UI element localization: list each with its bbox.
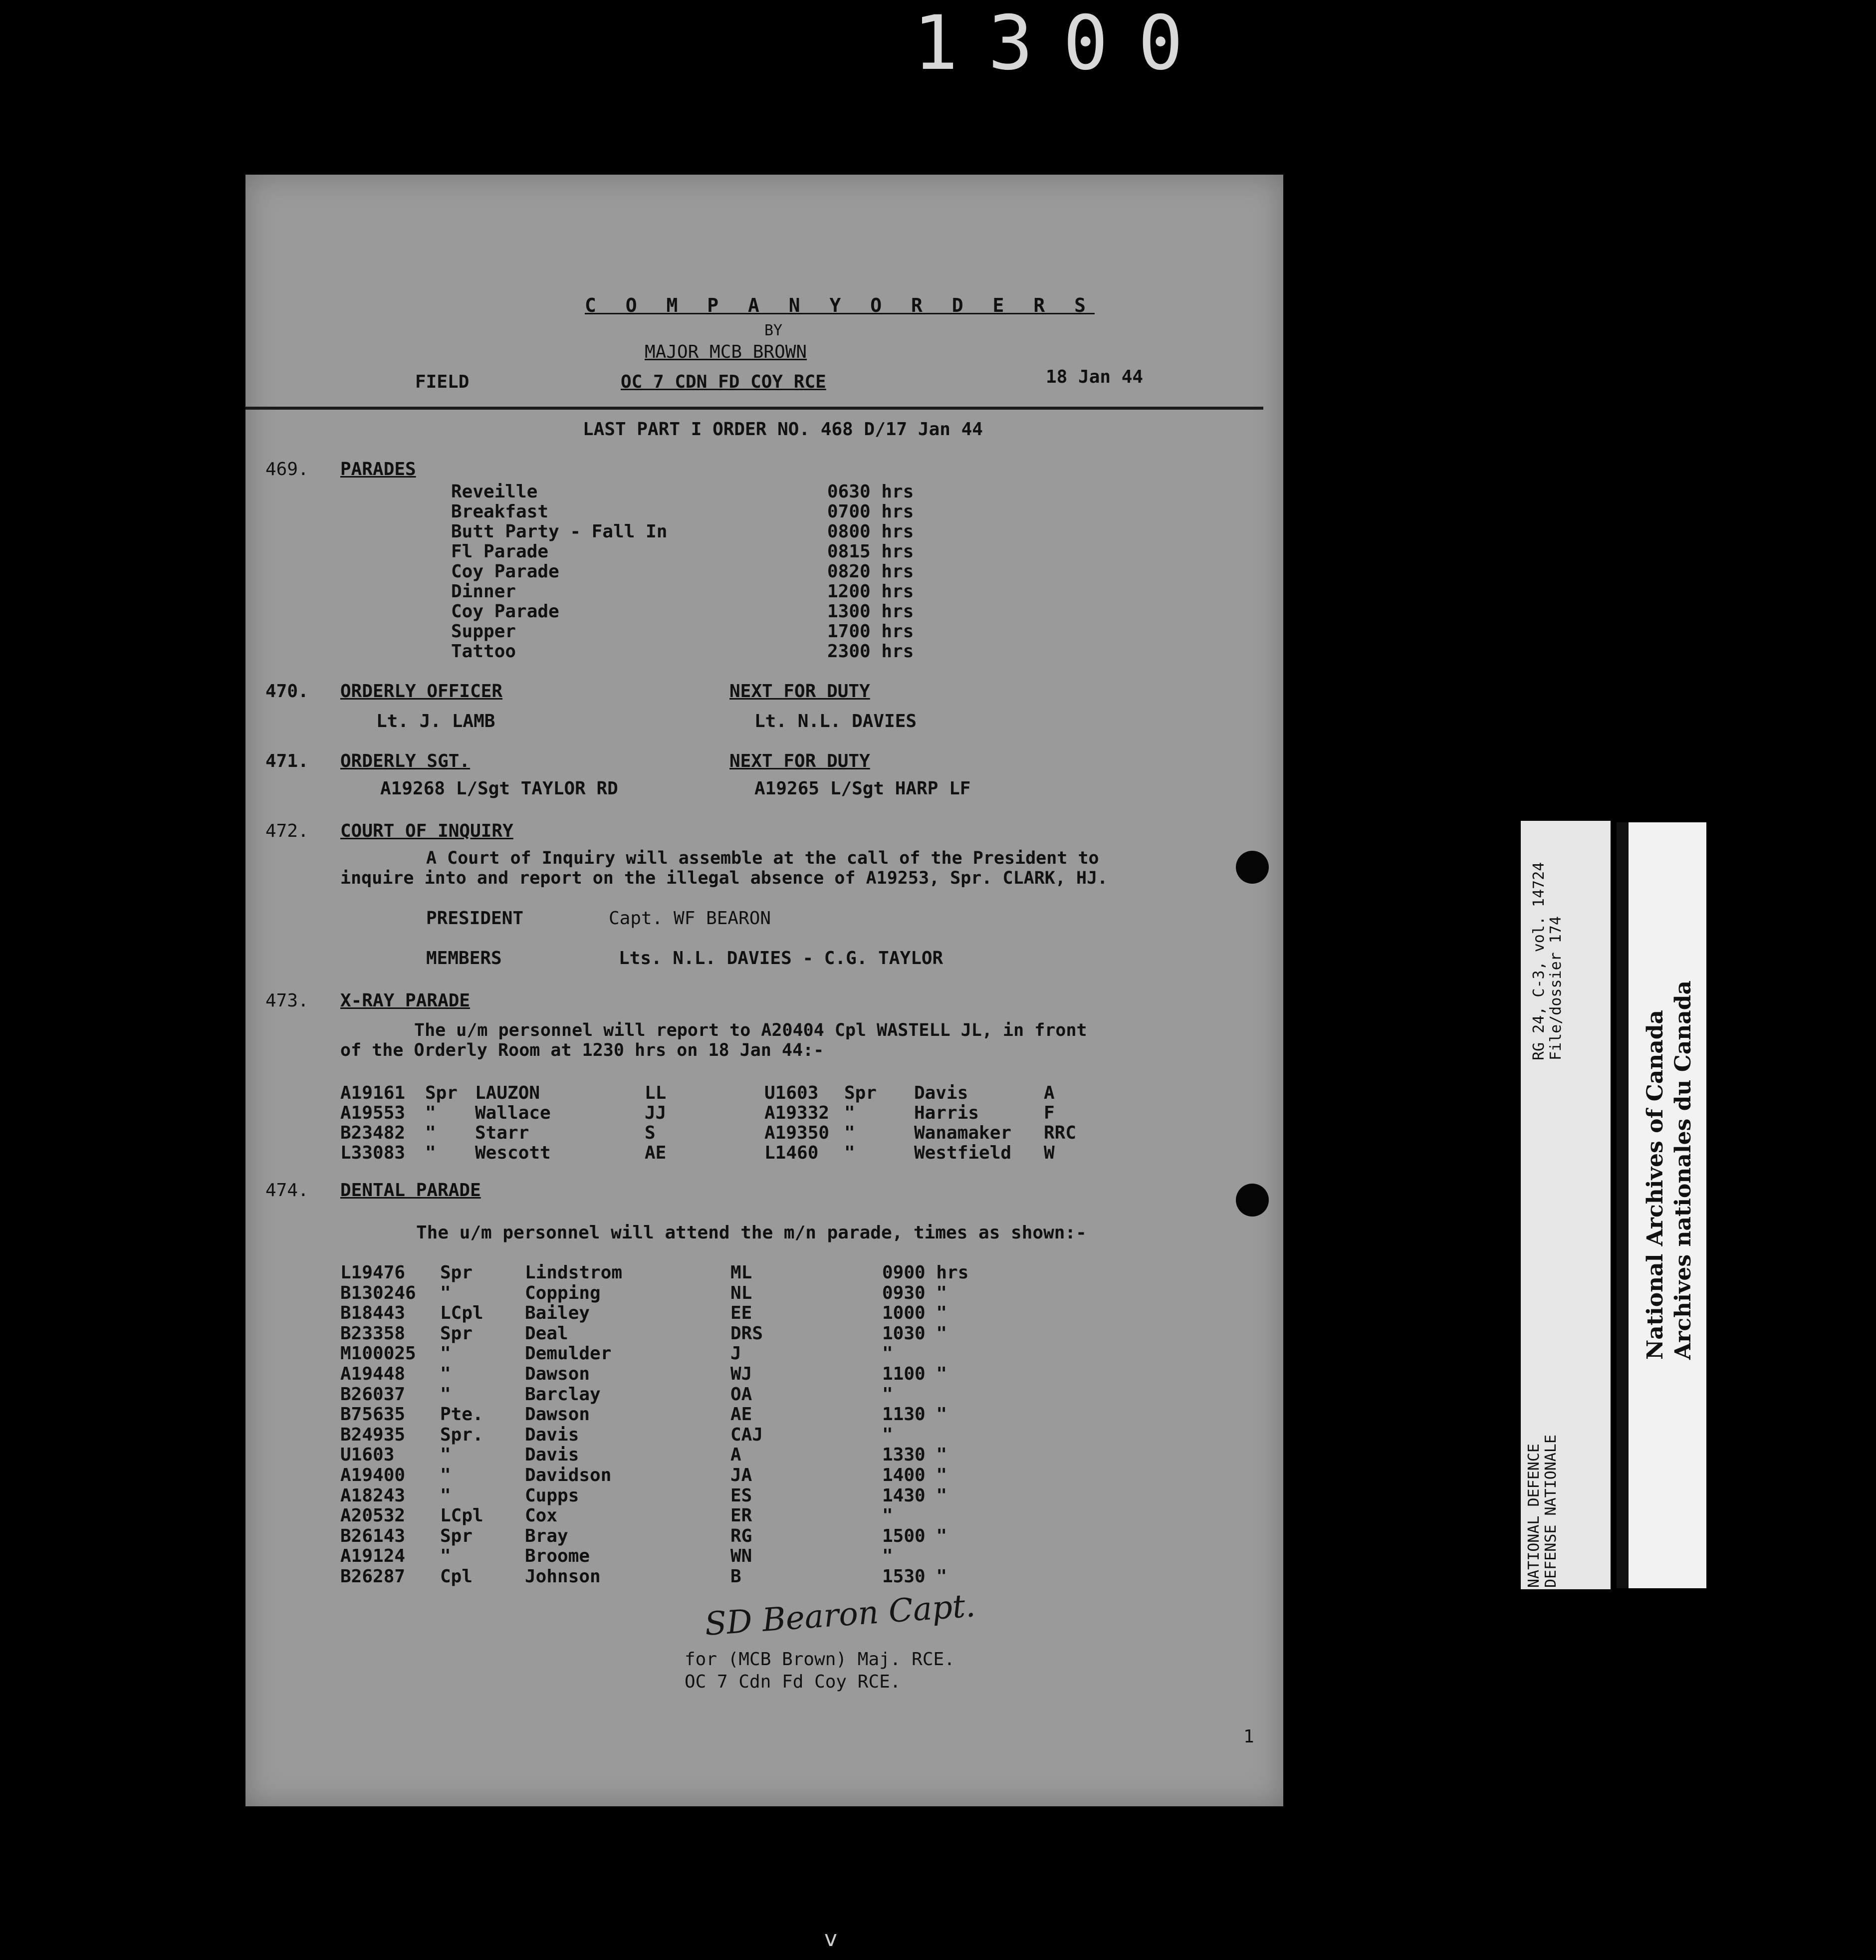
xray-no: A19332 bbox=[764, 1103, 830, 1123]
dental-rank: LCpl bbox=[440, 1505, 483, 1526]
xray-init: A bbox=[1044, 1083, 1055, 1103]
xray-rank: " bbox=[425, 1103, 436, 1123]
dental-name: Barclay bbox=[525, 1384, 601, 1405]
dental-init: AE bbox=[730, 1404, 752, 1425]
next-for-duty-heading: NEXT FOR DUTY bbox=[729, 751, 870, 771]
section-heading-parades: PARADES bbox=[340, 459, 416, 480]
section-heading-xray-parade: X-RAY PARADE bbox=[340, 990, 470, 1011]
dental-name: Davis bbox=[525, 1445, 579, 1466]
section-heading-court-of-inquiry: COURT OF INQUIRY bbox=[340, 821, 513, 841]
xray-init: F bbox=[1044, 1103, 1055, 1123]
dental-no: U1603 bbox=[340, 1445, 395, 1466]
parade-time: 0630 hrs bbox=[827, 482, 914, 502]
dental-name: Copping bbox=[525, 1282, 601, 1303]
dental-time: 0930 " bbox=[882, 1282, 947, 1303]
dental-name: Davidson bbox=[525, 1465, 612, 1485]
dental-time: " bbox=[882, 1343, 893, 1364]
xray-rank: " bbox=[844, 1143, 855, 1163]
dental-no: B23358 bbox=[340, 1323, 406, 1344]
dental-init: NL bbox=[730, 1282, 752, 1303]
dental-time: 1100 " bbox=[882, 1364, 947, 1384]
xray-init: JJ bbox=[645, 1103, 667, 1123]
xray-text-line: of the Orderly Room at 1230 hrs on 18 Jan 44:- bbox=[340, 1040, 824, 1060]
xray-init: LL bbox=[645, 1083, 667, 1103]
frame-number: 1300 bbox=[913, 0, 1213, 87]
header-location: FIELD bbox=[415, 372, 469, 392]
members-names: Lts. N.L. DAVIES - C.G. TAYLOR bbox=[619, 948, 943, 969]
header-rule bbox=[245, 407, 1263, 410]
dental-time: 1400 " bbox=[882, 1465, 947, 1485]
dental-rank: " bbox=[440, 1485, 451, 1506]
inquiry-text-line: A Court of Inquiry will assemble at the call of the President to bbox=[426, 848, 1099, 868]
dental-time: 1430 " bbox=[882, 1485, 947, 1506]
parade-event: Fl Parade bbox=[451, 541, 549, 562]
dental-time: " bbox=[882, 1424, 893, 1445]
bottom-mark: v bbox=[824, 1926, 838, 1952]
orderly-officer-name: Lt. J. LAMB bbox=[376, 711, 495, 732]
dental-no: M100025 bbox=[340, 1343, 416, 1364]
dental-no: A18243 bbox=[340, 1485, 406, 1506]
dental-no: B75635 bbox=[340, 1404, 406, 1425]
dental-time: 1530 " bbox=[882, 1566, 947, 1587]
dental-name: Cupps bbox=[525, 1485, 579, 1506]
xray-rank: " bbox=[844, 1123, 855, 1143]
dental-rank: Cpl bbox=[440, 1566, 473, 1587]
page-mark: 1 bbox=[1243, 1726, 1254, 1747]
dental-name: Johnson bbox=[525, 1566, 601, 1587]
dental-rank: Spr bbox=[440, 1323, 473, 1344]
dental-no: B24935 bbox=[340, 1424, 406, 1445]
dental-no: A19400 bbox=[340, 1465, 406, 1485]
section-heading-orderly-officer: ORDERLY OFFICER bbox=[340, 681, 503, 702]
next-for-duty-heading: NEXT FOR DUTY bbox=[729, 681, 870, 702]
dental-no: L19476 bbox=[340, 1262, 406, 1283]
dental-name: Davis bbox=[525, 1424, 579, 1445]
parade-time: 1700 hrs bbox=[827, 621, 914, 642]
section-number: 474. bbox=[265, 1180, 309, 1201]
dental-init: DRS bbox=[730, 1323, 763, 1344]
dental-no: B26143 bbox=[340, 1525, 406, 1546]
dental-init: ER bbox=[730, 1505, 752, 1526]
xray-name: Wescott bbox=[475, 1143, 551, 1163]
next-orderly-sgt-name: A19265 L/Sgt HARP LF bbox=[754, 778, 971, 799]
parade-event: Reveille bbox=[451, 482, 538, 502]
xray-init: S bbox=[645, 1123, 656, 1143]
dental-time: 1000 " bbox=[882, 1303, 947, 1324]
dental-time: " bbox=[882, 1384, 893, 1405]
dental-no: B18443 bbox=[340, 1303, 406, 1324]
signature-line: for (MCB Brown) Maj. RCE. bbox=[685, 1649, 955, 1670]
archive-reference-label: RG 24, C-3, vol. 14724 File/dossier 174 bbox=[1530, 862, 1565, 1060]
members-label: MEMBERS bbox=[426, 948, 502, 969]
xray-no: L1460 bbox=[764, 1143, 819, 1163]
dental-name: Bray bbox=[525, 1525, 568, 1546]
dental-init: J bbox=[730, 1343, 741, 1364]
dental-rank: Pte. bbox=[440, 1404, 483, 1425]
xray-rank: " bbox=[425, 1123, 436, 1143]
dental-name: Dawson bbox=[525, 1404, 590, 1425]
dental-rank: Spr bbox=[440, 1262, 473, 1283]
xray-name: LAUZON bbox=[475, 1083, 540, 1103]
xray-name: Wanamaker bbox=[914, 1123, 1012, 1143]
header-date: 18 Jan 44 bbox=[1046, 367, 1144, 387]
president-name: Capt. WF BEARON bbox=[609, 908, 771, 929]
dental-init: CAJ bbox=[730, 1424, 763, 1445]
parade-time: 0800 hrs bbox=[827, 521, 914, 542]
dental-name: Lindstrom bbox=[525, 1262, 623, 1283]
xray-init: RRC bbox=[1044, 1123, 1077, 1143]
xray-init: AE bbox=[645, 1143, 667, 1163]
dental-rank: " bbox=[440, 1343, 451, 1364]
dental-init: EE bbox=[730, 1303, 752, 1324]
dental-init: ML bbox=[730, 1262, 752, 1283]
xray-no: A19161 bbox=[340, 1083, 406, 1103]
dental-time: 1500 " bbox=[882, 1525, 947, 1546]
section-number: 469. bbox=[265, 459, 309, 480]
parade-event: Coy Parade bbox=[451, 561, 559, 582]
dental-init: RG bbox=[730, 1525, 752, 1546]
xray-no: A19350 bbox=[764, 1123, 830, 1143]
dental-rank: LCpl bbox=[440, 1303, 483, 1324]
dental-time: 1130 " bbox=[882, 1404, 947, 1425]
xray-name: Harris bbox=[914, 1103, 979, 1123]
dental-time: " bbox=[882, 1505, 893, 1526]
parade-time: 2300 hrs bbox=[827, 641, 914, 662]
header-officer: MAJOR MCB BROWN bbox=[645, 342, 807, 362]
dental-rank: " bbox=[440, 1465, 451, 1485]
dental-rank: " bbox=[440, 1384, 451, 1405]
dental-no: B26287 bbox=[340, 1566, 406, 1587]
xray-name: Davis bbox=[914, 1083, 968, 1103]
xray-text-line: The u/m personnel will report to A20404 Cpl WASTELL JL, in front bbox=[414, 1020, 1087, 1040]
dental-no: B26037 bbox=[340, 1384, 406, 1405]
orderly-sgt-name: A19268 L/Sgt TAYLOR RD bbox=[380, 778, 618, 799]
dental-time: 0900 hrs bbox=[882, 1262, 969, 1283]
xray-rank: " bbox=[425, 1143, 436, 1163]
xray-rank: Spr bbox=[425, 1083, 458, 1103]
parade-event: Breakfast bbox=[451, 501, 549, 522]
parade-time: 0700 hrs bbox=[827, 501, 914, 522]
dental-init: OA bbox=[730, 1384, 752, 1405]
parade-event: Coy Parade bbox=[451, 601, 559, 622]
parade-time: 1200 hrs bbox=[827, 581, 914, 602]
dental-name: Demulder bbox=[525, 1343, 612, 1364]
dental-name: Broome bbox=[525, 1546, 590, 1567]
dental-name: Dawson bbox=[525, 1364, 590, 1384]
xray-name: Wallace bbox=[475, 1103, 551, 1123]
dental-init: JA bbox=[730, 1465, 752, 1485]
dental-no: B130246 bbox=[340, 1282, 416, 1303]
dental-no: A19124 bbox=[340, 1546, 406, 1567]
dental-rank: " bbox=[440, 1546, 451, 1567]
punch-hole bbox=[1236, 851, 1269, 884]
dental-init: ES bbox=[730, 1485, 752, 1506]
section-heading-orderly-sgt: ORDERLY SGT. bbox=[340, 751, 470, 771]
dental-rank: " bbox=[440, 1445, 451, 1466]
dental-time: " bbox=[882, 1546, 893, 1567]
xray-no: L33083 bbox=[340, 1143, 406, 1163]
section-number: 471. bbox=[265, 751, 309, 771]
dental-rank: " bbox=[440, 1364, 451, 1384]
parade-event: Tattoo bbox=[451, 641, 516, 662]
xray-name: Westfield bbox=[914, 1143, 1012, 1163]
section-number: 473. bbox=[265, 990, 309, 1011]
xray-rank: " bbox=[844, 1103, 855, 1123]
parade-event: Butt Party - Fall In bbox=[451, 521, 668, 542]
header-by: BY bbox=[764, 322, 783, 339]
dental-name: Bailey bbox=[525, 1303, 590, 1324]
header-unit: OC 7 CDN FD COY RCE bbox=[621, 372, 826, 392]
signature-line: OC 7 Cdn Fd Coy RCE. bbox=[685, 1672, 901, 1692]
parade-time: 0820 hrs bbox=[827, 561, 914, 582]
dental-time: 1030 " bbox=[882, 1323, 947, 1344]
section-number: 472. bbox=[265, 821, 309, 841]
president-label: PRESIDENT bbox=[426, 908, 524, 929]
last-order-line: LAST PART I ORDER NO. 468 D/17 Jan 44 bbox=[583, 419, 983, 440]
parade-event: Dinner bbox=[451, 581, 516, 602]
xray-no: B23482 bbox=[340, 1123, 406, 1143]
archive-dept-label: NATIONAL DEFENCE DEFENSE NATIONALE bbox=[1525, 1434, 1560, 1588]
dental-no: A19448 bbox=[340, 1364, 406, 1384]
dental-init: B bbox=[730, 1566, 741, 1587]
xray-init: W bbox=[1044, 1143, 1055, 1163]
next-orderly-officer-name: Lt. N.L. DAVIES bbox=[754, 711, 917, 732]
dental-init: WJ bbox=[730, 1364, 752, 1384]
dental-text-line: The u/m personnel will attend the m/n parade, times as shown:- bbox=[416, 1223, 1087, 1243]
xray-name: Starr bbox=[475, 1123, 529, 1143]
inquiry-text-line: inquire into and report on the illegal absence of A19253, Spr. CLARK, HJ. bbox=[340, 868, 1108, 888]
dental-rank: Spr bbox=[440, 1525, 473, 1546]
archive-name-label: National Archives of Canada Archives nationales du Canada bbox=[1642, 980, 1696, 1360]
dental-init: A bbox=[730, 1445, 741, 1466]
parade-time: 1300 hrs bbox=[827, 601, 914, 622]
xray-rank: Spr bbox=[844, 1083, 877, 1103]
section-number: 470. bbox=[265, 681, 309, 702]
parade-event: Supper bbox=[451, 621, 516, 642]
dental-no: A20532 bbox=[340, 1505, 406, 1526]
dental-rank: Spr. bbox=[440, 1424, 483, 1445]
section-heading-dental-parade: DENTAL PARADE bbox=[340, 1180, 481, 1201]
parade-time: 0815 hrs bbox=[827, 541, 914, 562]
dental-init: WN bbox=[730, 1546, 752, 1567]
xray-no: A19553 bbox=[340, 1103, 406, 1123]
dental-time: 1330 " bbox=[882, 1445, 947, 1466]
dental-rank: " bbox=[440, 1282, 451, 1303]
dental-name: Deal bbox=[525, 1323, 568, 1344]
document-title: C O M P A N Y O R D E R S bbox=[585, 294, 1095, 316]
xray-no: U1603 bbox=[764, 1083, 819, 1103]
document-page bbox=[245, 175, 1283, 1806]
dental-name: Cox bbox=[525, 1505, 558, 1526]
handwritten-signature: SD Bearon Capt. bbox=[704, 1587, 977, 1643]
punch-hole bbox=[1236, 1184, 1269, 1217]
